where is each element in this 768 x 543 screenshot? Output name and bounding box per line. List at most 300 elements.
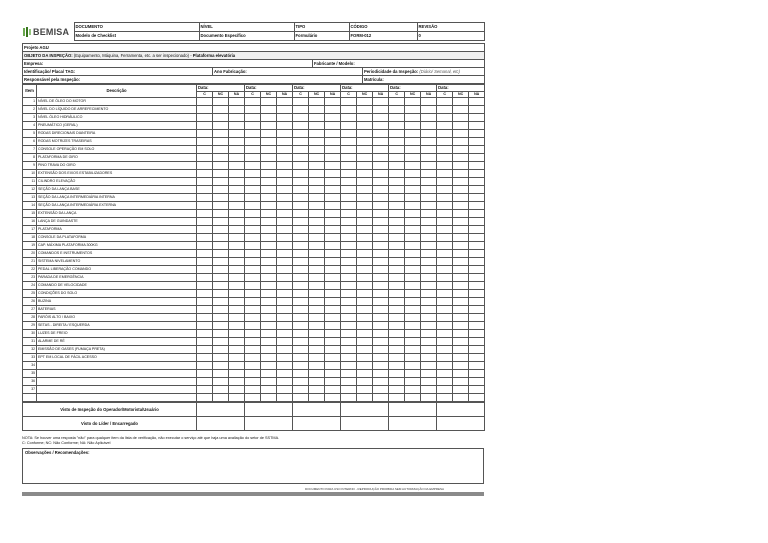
check-cell[interactable] xyxy=(373,146,389,154)
check-cell[interactable] xyxy=(229,362,245,370)
check-cell[interactable] xyxy=(261,242,277,250)
check-cell[interactable] xyxy=(309,178,325,186)
data-column-header[interactable]: Data: xyxy=(197,85,245,92)
check-cell[interactable] xyxy=(245,130,261,138)
check-cell[interactable] xyxy=(421,242,437,250)
check-cell[interactable] xyxy=(341,266,357,274)
check-cell[interactable] xyxy=(261,122,277,130)
check-cell[interactable] xyxy=(341,298,357,306)
check-cell[interactable] xyxy=(261,378,277,386)
check-cell[interactable] xyxy=(357,226,373,234)
check-cell[interactable] xyxy=(389,258,405,266)
check-cell[interactable] xyxy=(213,234,229,242)
check-cell[interactable] xyxy=(341,258,357,266)
check-cell[interactable] xyxy=(325,290,341,298)
check-cell[interactable] xyxy=(453,146,469,154)
check-cell[interactable] xyxy=(389,170,405,178)
check-cell[interactable] xyxy=(373,234,389,242)
check-cell[interactable] xyxy=(341,210,357,218)
check-cell[interactable] xyxy=(453,394,469,402)
check-cell[interactable] xyxy=(277,106,293,114)
check-cell[interactable] xyxy=(197,338,213,346)
check-cell[interactable] xyxy=(373,186,389,194)
check-cell[interactable] xyxy=(357,346,373,354)
check-cell[interactable] xyxy=(197,234,213,242)
check-cell[interactable] xyxy=(229,154,245,162)
check-cell[interactable] xyxy=(197,242,213,250)
check-cell[interactable] xyxy=(373,282,389,290)
check-cell[interactable] xyxy=(325,370,341,378)
check-cell[interactable] xyxy=(325,226,341,234)
check-cell[interactable] xyxy=(421,194,437,202)
check-cell[interactable] xyxy=(469,394,485,402)
check-cell[interactable] xyxy=(373,354,389,362)
check-cell[interactable] xyxy=(213,338,229,346)
check-cell[interactable] xyxy=(197,114,213,122)
check-cell[interactable] xyxy=(293,114,309,122)
check-cell[interactable] xyxy=(197,162,213,170)
check-cell[interactable] xyxy=(325,186,341,194)
check-cell[interactable] xyxy=(197,282,213,290)
check-cell[interactable] xyxy=(245,210,261,218)
check-cell[interactable] xyxy=(357,322,373,330)
check-cell[interactable] xyxy=(341,274,357,282)
check-cell[interactable] xyxy=(389,242,405,250)
check-cell[interactable] xyxy=(213,306,229,314)
check-cell[interactable] xyxy=(437,242,453,250)
check-cell[interactable] xyxy=(453,178,469,186)
check-cell[interactable] xyxy=(229,290,245,298)
check-cell[interactable] xyxy=(469,138,485,146)
check-cell[interactable] xyxy=(357,258,373,266)
check-cell[interactable] xyxy=(341,370,357,378)
check-cell[interactable] xyxy=(437,370,453,378)
check-cell[interactable] xyxy=(341,218,357,226)
check-cell[interactable] xyxy=(389,226,405,234)
check-cell[interactable] xyxy=(357,242,373,250)
check-cell[interactable] xyxy=(373,258,389,266)
check-cell[interactable] xyxy=(197,266,213,274)
check-cell[interactable] xyxy=(245,114,261,122)
check-cell[interactable] xyxy=(229,146,245,154)
check-cell[interactable] xyxy=(389,138,405,146)
check-cell[interactable] xyxy=(325,386,341,394)
check-cell[interactable] xyxy=(421,266,437,274)
check-cell[interactable] xyxy=(437,250,453,258)
check-cell[interactable] xyxy=(405,154,421,162)
check-cell[interactable] xyxy=(213,226,229,234)
check-cell[interactable] xyxy=(437,282,453,290)
check-cell[interactable] xyxy=(341,162,357,170)
check-cell[interactable] xyxy=(277,258,293,266)
check-cell[interactable] xyxy=(437,186,453,194)
check-cell[interactable] xyxy=(197,210,213,218)
check-cell[interactable] xyxy=(325,274,341,282)
check-cell[interactable] xyxy=(261,306,277,314)
check-cell[interactable] xyxy=(197,362,213,370)
check-cell[interactable] xyxy=(469,98,485,106)
check-cell[interactable] xyxy=(325,218,341,226)
check-cell[interactable] xyxy=(245,106,261,114)
check-cell[interactable] xyxy=(277,362,293,370)
check-cell[interactable] xyxy=(309,386,325,394)
check-cell[interactable] xyxy=(277,330,293,338)
check-cell[interactable] xyxy=(453,154,469,162)
check-cell[interactable] xyxy=(469,202,485,210)
check-cell[interactable] xyxy=(261,106,277,114)
check-cell[interactable] xyxy=(261,114,277,122)
check-cell[interactable] xyxy=(229,226,245,234)
check-cell[interactable] xyxy=(261,146,277,154)
check-cell[interactable] xyxy=(357,274,373,282)
check-cell[interactable] xyxy=(357,202,373,210)
check-cell[interactable] xyxy=(421,346,437,354)
check-cell[interactable] xyxy=(293,322,309,330)
check-cell[interactable] xyxy=(293,354,309,362)
check-cell[interactable] xyxy=(341,354,357,362)
check-cell[interactable] xyxy=(293,282,309,290)
check-cell[interactable] xyxy=(405,114,421,122)
check-cell[interactable] xyxy=(309,162,325,170)
check-cell[interactable] xyxy=(229,218,245,226)
check-cell[interactable] xyxy=(229,282,245,290)
check-cell[interactable] xyxy=(357,138,373,146)
check-cell[interactable] xyxy=(229,138,245,146)
check-cell[interactable] xyxy=(229,106,245,114)
check-cell[interactable] xyxy=(357,130,373,138)
check-cell[interactable] xyxy=(325,202,341,210)
check-cell[interactable] xyxy=(293,338,309,346)
check-cell[interactable] xyxy=(229,386,245,394)
check-cell[interactable] xyxy=(469,146,485,154)
check-cell[interactable] xyxy=(277,194,293,202)
check-cell[interactable] xyxy=(309,114,325,122)
check-cell[interactable] xyxy=(309,290,325,298)
check-cell[interactable] xyxy=(325,258,341,266)
check-cell[interactable] xyxy=(453,130,469,138)
check-cell[interactable] xyxy=(405,130,421,138)
check-cell[interactable] xyxy=(389,346,405,354)
check-cell[interactable] xyxy=(469,338,485,346)
check-cell[interactable] xyxy=(197,386,213,394)
check-cell[interactable] xyxy=(405,394,421,402)
check-cell[interactable] xyxy=(197,322,213,330)
check-cell[interactable] xyxy=(293,250,309,258)
check-cell[interactable] xyxy=(405,162,421,170)
check-cell[interactable] xyxy=(309,234,325,242)
check-cell[interactable] xyxy=(453,330,469,338)
check-cell[interactable] xyxy=(229,354,245,362)
check-cell[interactable] xyxy=(261,234,277,242)
check-cell[interactable] xyxy=(453,274,469,282)
check-cell[interactable] xyxy=(405,338,421,346)
check-cell[interactable] xyxy=(373,170,389,178)
check-cell[interactable] xyxy=(453,242,469,250)
check-cell[interactable] xyxy=(197,346,213,354)
check-cell[interactable] xyxy=(261,162,277,170)
visto-lider-signature-cell[interactable] xyxy=(245,417,293,431)
check-cell[interactable] xyxy=(245,322,261,330)
check-cell[interactable] xyxy=(293,202,309,210)
check-cell[interactable] xyxy=(261,274,277,282)
check-cell[interactable] xyxy=(357,154,373,162)
check-cell[interactable] xyxy=(229,274,245,282)
visto-operador-signature-cell[interactable] xyxy=(437,403,485,417)
check-cell[interactable] xyxy=(357,378,373,386)
check-cell[interactable] xyxy=(469,282,485,290)
check-cell[interactable] xyxy=(357,170,373,178)
check-cell[interactable] xyxy=(405,98,421,106)
check-cell[interactable] xyxy=(293,210,309,218)
check-cell[interactable] xyxy=(341,330,357,338)
check-cell[interactable] xyxy=(357,362,373,370)
check-cell[interactable] xyxy=(421,226,437,234)
check-cell[interactable] xyxy=(325,138,341,146)
check-cell[interactable] xyxy=(229,170,245,178)
check-cell[interactable] xyxy=(325,242,341,250)
check-cell[interactable] xyxy=(261,130,277,138)
check-cell[interactable] xyxy=(389,162,405,170)
check-cell[interactable] xyxy=(197,290,213,298)
check-cell[interactable] xyxy=(469,290,485,298)
check-cell[interactable] xyxy=(421,154,437,162)
check-cell[interactable] xyxy=(405,322,421,330)
check-cell[interactable] xyxy=(437,162,453,170)
check-cell[interactable] xyxy=(277,370,293,378)
check-cell[interactable] xyxy=(229,394,245,402)
check-cell[interactable] xyxy=(277,170,293,178)
check-cell[interactable] xyxy=(245,338,261,346)
check-cell[interactable] xyxy=(341,178,357,186)
check-cell[interactable] xyxy=(277,386,293,394)
check-cell[interactable] xyxy=(229,210,245,218)
check-cell[interactable] xyxy=(453,258,469,266)
check-cell[interactable] xyxy=(325,314,341,322)
check-cell[interactable] xyxy=(309,202,325,210)
check-cell[interactable] xyxy=(437,106,453,114)
check-cell[interactable] xyxy=(277,226,293,234)
check-cell[interactable] xyxy=(437,306,453,314)
check-cell[interactable] xyxy=(245,314,261,322)
check-cell[interactable] xyxy=(325,114,341,122)
check-cell[interactable] xyxy=(405,346,421,354)
check-cell[interactable] xyxy=(261,386,277,394)
data-column-header[interactable]: Data: xyxy=(389,85,437,92)
check-cell[interactable] xyxy=(341,346,357,354)
check-cell[interactable] xyxy=(453,282,469,290)
check-cell[interactable] xyxy=(341,314,357,322)
check-cell[interactable] xyxy=(213,242,229,250)
check-cell[interactable] xyxy=(357,354,373,362)
check-cell[interactable] xyxy=(245,226,261,234)
check-cell[interactable] xyxy=(309,138,325,146)
check-cell[interactable] xyxy=(325,122,341,130)
check-cell[interactable] xyxy=(389,194,405,202)
check-cell[interactable] xyxy=(373,202,389,210)
check-cell[interactable] xyxy=(389,298,405,306)
check-cell[interactable] xyxy=(421,282,437,290)
check-cell[interactable] xyxy=(437,322,453,330)
check-cell[interactable] xyxy=(197,218,213,226)
check-cell[interactable] xyxy=(277,138,293,146)
check-cell[interactable] xyxy=(245,146,261,154)
check-cell[interactable] xyxy=(261,258,277,266)
check-cell[interactable] xyxy=(341,106,357,114)
check-cell[interactable] xyxy=(325,394,341,402)
check-cell[interactable] xyxy=(341,130,357,138)
check-cell[interactable] xyxy=(293,194,309,202)
check-cell[interactable] xyxy=(389,106,405,114)
check-cell[interactable] xyxy=(261,266,277,274)
check-cell[interactable] xyxy=(453,98,469,106)
check-cell[interactable] xyxy=(197,186,213,194)
check-cell[interactable] xyxy=(325,354,341,362)
check-cell[interactable] xyxy=(229,194,245,202)
check-cell[interactable] xyxy=(197,146,213,154)
check-cell[interactable] xyxy=(357,250,373,258)
check-cell[interactable] xyxy=(309,242,325,250)
check-cell[interactable] xyxy=(277,234,293,242)
check-cell[interactable] xyxy=(197,370,213,378)
check-cell[interactable] xyxy=(357,186,373,194)
check-cell[interactable] xyxy=(437,218,453,226)
visto-lider-signature-cell[interactable] xyxy=(341,417,389,431)
check-cell[interactable] xyxy=(309,266,325,274)
check-cell[interactable] xyxy=(357,178,373,186)
check-cell[interactable] xyxy=(213,250,229,258)
responsavel-field[interactable]: Responsável pela Inspeção: xyxy=(23,76,363,84)
check-cell[interactable] xyxy=(469,330,485,338)
observacoes-box[interactable] xyxy=(22,448,484,484)
check-cell[interactable] xyxy=(373,114,389,122)
check-cell[interactable] xyxy=(213,146,229,154)
check-cell[interactable] xyxy=(245,266,261,274)
check-cell[interactable] xyxy=(453,338,469,346)
check-cell[interactable] xyxy=(325,106,341,114)
check-cell[interactable] xyxy=(373,298,389,306)
check-cell[interactable] xyxy=(277,178,293,186)
check-cell[interactable] xyxy=(325,170,341,178)
check-cell[interactable] xyxy=(389,234,405,242)
check-cell[interactable] xyxy=(261,202,277,210)
check-cell[interactable] xyxy=(469,274,485,282)
check-cell[interactable] xyxy=(277,314,293,322)
check-cell[interactable] xyxy=(437,130,453,138)
check-cell[interactable] xyxy=(469,162,485,170)
check-cell[interactable] xyxy=(213,106,229,114)
check-cell[interactable] xyxy=(229,242,245,250)
check-cell[interactable] xyxy=(229,322,245,330)
check-cell[interactable] xyxy=(453,218,469,226)
check-cell[interactable] xyxy=(245,330,261,338)
check-cell[interactable] xyxy=(293,394,309,402)
check-cell[interactable] xyxy=(453,354,469,362)
check-cell[interactable] xyxy=(229,330,245,338)
check-cell[interactable] xyxy=(245,378,261,386)
ano-fabricacao-field[interactable]: Ano Fabricação: xyxy=(213,68,363,76)
check-cell[interactable] xyxy=(309,394,325,402)
check-cell[interactable] xyxy=(469,122,485,130)
check-cell[interactable] xyxy=(421,250,437,258)
check-cell[interactable] xyxy=(277,338,293,346)
check-cell[interactable] xyxy=(421,386,437,394)
check-cell[interactable] xyxy=(341,282,357,290)
check-cell[interactable] xyxy=(293,122,309,130)
check-cell[interactable] xyxy=(245,258,261,266)
check-cell[interactable] xyxy=(437,378,453,386)
check-cell[interactable] xyxy=(469,194,485,202)
check-cell[interactable] xyxy=(373,346,389,354)
check-cell[interactable] xyxy=(213,290,229,298)
check-cell[interactable] xyxy=(197,274,213,282)
check-cell[interactable] xyxy=(197,194,213,202)
check-cell[interactable] xyxy=(293,178,309,186)
check-cell[interactable] xyxy=(389,218,405,226)
check-cell[interactable] xyxy=(341,338,357,346)
check-cell[interactable] xyxy=(245,274,261,282)
check-cell[interactable] xyxy=(453,114,469,122)
visto-operador-signature-cell[interactable] xyxy=(197,403,245,417)
check-cell[interactable] xyxy=(405,178,421,186)
check-cell[interactable] xyxy=(389,178,405,186)
check-cell[interactable] xyxy=(437,114,453,122)
check-cell[interactable] xyxy=(213,162,229,170)
check-cell[interactable] xyxy=(261,250,277,258)
check-cell[interactable] xyxy=(437,362,453,370)
check-cell[interactable] xyxy=(309,306,325,314)
check-cell[interactable] xyxy=(453,290,469,298)
check-cell[interactable] xyxy=(389,394,405,402)
check-cell[interactable] xyxy=(453,210,469,218)
check-cell[interactable] xyxy=(277,354,293,362)
check-cell[interactable] xyxy=(469,314,485,322)
check-cell[interactable] xyxy=(357,290,373,298)
check-cell[interactable] xyxy=(405,282,421,290)
check-cell[interactable] xyxy=(421,306,437,314)
check-cell[interactable] xyxy=(405,370,421,378)
check-cell[interactable] xyxy=(469,354,485,362)
check-cell[interactable] xyxy=(453,306,469,314)
check-cell[interactable] xyxy=(277,266,293,274)
check-cell[interactable] xyxy=(453,106,469,114)
check-cell[interactable] xyxy=(229,306,245,314)
check-cell[interactable] xyxy=(309,338,325,346)
check-cell[interactable] xyxy=(373,130,389,138)
check-cell[interactable] xyxy=(469,226,485,234)
check-cell[interactable] xyxy=(293,258,309,266)
check-cell[interactable] xyxy=(389,378,405,386)
check-cell[interactable] xyxy=(261,194,277,202)
check-cell[interactable] xyxy=(245,282,261,290)
check-cell[interactable] xyxy=(277,146,293,154)
check-cell[interactable] xyxy=(309,378,325,386)
check-cell[interactable] xyxy=(309,282,325,290)
check-cell[interactable] xyxy=(213,98,229,106)
check-cell[interactable] xyxy=(389,290,405,298)
check-cell[interactable] xyxy=(293,370,309,378)
check-cell[interactable] xyxy=(293,138,309,146)
check-cell[interactable] xyxy=(373,362,389,370)
check-cell[interactable] xyxy=(421,234,437,242)
check-cell[interactable] xyxy=(325,298,341,306)
check-cell[interactable] xyxy=(421,130,437,138)
check-cell[interactable] xyxy=(213,218,229,226)
check-cell[interactable] xyxy=(341,122,357,130)
visto-operador-signature-cell[interactable] xyxy=(293,403,341,417)
check-cell[interactable] xyxy=(309,186,325,194)
check-cell[interactable] xyxy=(357,338,373,346)
check-cell[interactable] xyxy=(245,242,261,250)
